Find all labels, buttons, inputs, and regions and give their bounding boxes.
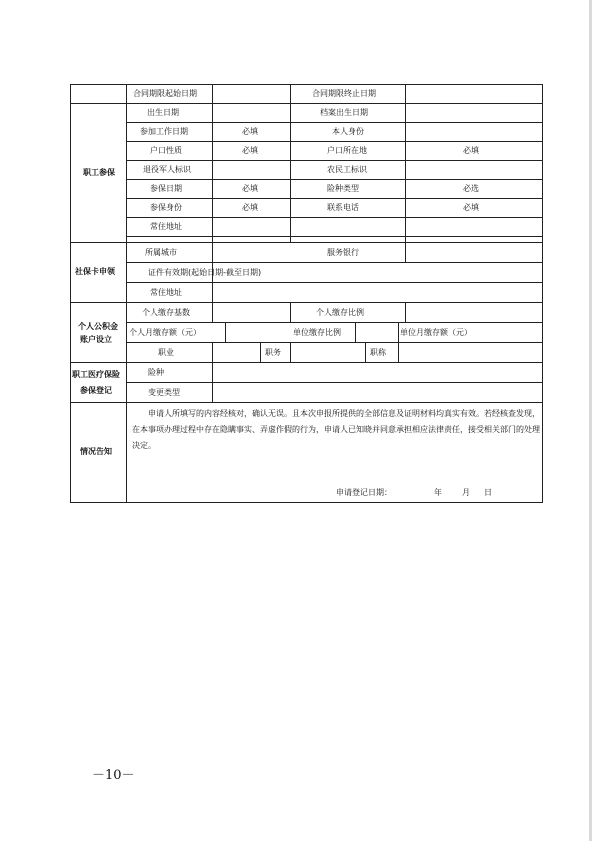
notice-text: 申请人所填写的内容经核对，确认无误。且本次申报所提供的全部信息及证明材料均真实有效。若经核查发现，在本事项办理过程中存在隐瞒事实、弄虚作假的行为，申请人已知晓并同意承担相应法律责任，接受相关部门的处理决定。 [132, 409, 540, 450]
label-bank: 服务银行 [327, 248, 359, 257]
label-insure-identity: 参保身份 [150, 203, 182, 212]
section-housing-fund-1: 个人公积金 [78, 322, 118, 331]
section-medical-insurance-2: 参保登记 [80, 386, 112, 395]
table-line [70, 84, 71, 503]
notice-paragraph [132, 406, 540, 454]
table-line [212, 302, 213, 322]
table-line [290, 342, 291, 362]
label-personal-monthly: 个人月缴存额（元） [129, 328, 201, 337]
label-deposit-base: 个人缴存基数 [142, 308, 190, 317]
label-contract-end: 合同期限终止日期 [312, 89, 376, 98]
section-notice: 情况告知 [80, 447, 112, 456]
signature-month: 月 [462, 488, 470, 497]
table-line [126, 141, 543, 142]
table-line [126, 179, 543, 180]
label-phone: 联系电话 [327, 203, 359, 212]
table-line [70, 302, 543, 303]
label-personal-ratio: 个人缴存比例 [316, 308, 364, 317]
value-work-start-date: 必填 [242, 127, 258, 136]
table-line [126, 322, 543, 323]
table-line [126, 217, 543, 218]
signature-year: 年 [434, 488, 442, 497]
signature-date-label: 申请登记日期： [336, 488, 392, 497]
label-city: 所属城市 [145, 248, 177, 257]
label-unit-monthly: 单位月缴存额（元） [400, 328, 472, 337]
label-work-start-date: 参加工作日期 [140, 127, 188, 136]
label-hukou-type: 户口性质 [150, 146, 182, 155]
label-change-type: 变更类型 [148, 388, 180, 397]
table-line [405, 84, 406, 262]
table-line [405, 302, 406, 322]
label-file-birth-date: 档案出生日期 [320, 108, 368, 117]
page-number: －10－ [92, 768, 135, 783]
label-unit-ratio: 单位缴存比例 [293, 328, 341, 337]
section-housing-fund-2: 账户设立 [80, 335, 112, 344]
label-residence: 常住地址 [150, 222, 182, 231]
table-line [398, 342, 399, 362]
value-insure-identity: 必填 [242, 203, 258, 212]
section-medical-insurance-1: 职工医疗保险 [72, 370, 120, 379]
table-line [126, 84, 127, 503]
table-line [126, 262, 543, 263]
label-migrant-flag: 农民工标识 [327, 165, 367, 174]
table-line [70, 502, 543, 503]
table-line [126, 122, 543, 123]
table-line [126, 236, 543, 237]
table-line [542, 84, 543, 503]
label-veteran-flag: 退役军人标识 [143, 165, 191, 174]
section-social-card: 社保卡申领 [75, 267, 115, 276]
label-residence-2: 常住地址 [150, 288, 182, 297]
label-duty: 职务 [265, 348, 281, 357]
registration-form-table [70, 84, 543, 503]
table-line [290, 84, 291, 242]
table-line [126, 342, 543, 343]
label-insurance-type: 险种类型 [327, 184, 359, 193]
table-line [355, 322, 356, 342]
table-line [70, 103, 543, 104]
table-line [70, 84, 543, 85]
table-line [70, 242, 543, 243]
table-line [70, 402, 543, 403]
table-line [126, 282, 543, 283]
value-insurance-type: 必选 [463, 184, 479, 193]
label-birth-date: 出生日期 [147, 108, 179, 117]
label-identity: 本人身份 [332, 127, 364, 136]
label-contract-start: 合同期限起始日期 [133, 89, 197, 98]
signature-day: 日 [484, 488, 492, 497]
value-phone: 必填 [463, 203, 479, 212]
label-hukou-location: 户口所在地 [327, 146, 367, 155]
label-title: 职称 [370, 348, 386, 357]
value-hukou-location: 必填 [463, 146, 479, 155]
table-line [365, 342, 366, 362]
table-line [398, 322, 399, 342]
label-insurance-kind: 险种 [148, 368, 164, 377]
table-line [225, 322, 226, 342]
value-hukou-type: 必填 [242, 146, 258, 155]
table-line [290, 302, 291, 322]
label-insure-date: 参保日期 [150, 184, 182, 193]
table-line [126, 382, 543, 383]
section-employee-insurance: 职工参保 [83, 168, 115, 177]
value-insure-date: 必填 [242, 184, 258, 193]
table-line [126, 160, 543, 161]
table-line [212, 342, 213, 402]
table-line [70, 362, 543, 363]
table-line [260, 342, 261, 362]
table-line [126, 198, 543, 199]
label-occupation: 职业 [158, 348, 174, 357]
label-cert-validity: 证件有效期(起始日期-截至日期) [148, 268, 262, 277]
